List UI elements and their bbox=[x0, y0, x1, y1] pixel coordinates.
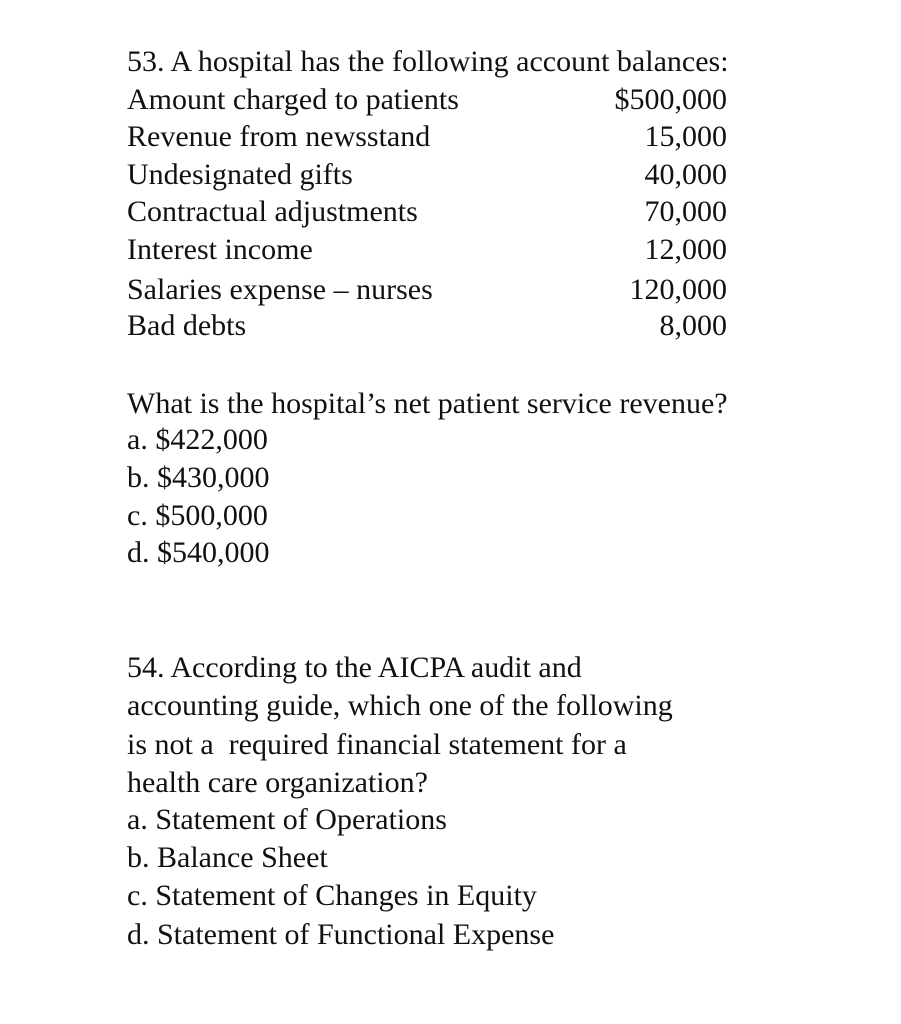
option-a: a. $422,000 bbox=[127, 423, 268, 456]
balance-label: Undesignated gifts bbox=[127, 158, 353, 191]
question-54-line: 54. According to the AICPA audit and bbox=[127, 651, 582, 684]
question-53-title: 53. A hospital has the following account balances: bbox=[127, 45, 729, 78]
balance-amount: 70,000 bbox=[644, 195, 727, 228]
balance-amount: 40,000 bbox=[644, 158, 727, 191]
option-d: d. $540,000 bbox=[127, 536, 270, 569]
balance-amount: $500,000 bbox=[614, 83, 727, 116]
question-54-line: health care organization? bbox=[127, 766, 428, 799]
option-d: d. Statement of Functional Expense bbox=[127, 918, 555, 951]
balance-label: Revenue from newsstand bbox=[127, 120, 431, 153]
option-c: c. $500,000 bbox=[127, 499, 268, 532]
option-c: c. Statement of Changes in Equity bbox=[127, 879, 537, 912]
balance-label: Bad debts bbox=[127, 309, 247, 342]
balance-amount: 15,000 bbox=[644, 120, 727, 153]
option-b: b. Balance Sheet bbox=[127, 841, 328, 874]
balance-amount: 120,000 bbox=[629, 273, 727, 306]
balance-amount: 12,000 bbox=[644, 233, 727, 266]
question-53-prompt: What is the hospital’s net patient service revenue? bbox=[127, 387, 728, 420]
balance-label: Interest income bbox=[127, 233, 313, 266]
question-54-line: accounting guide, which one of the following bbox=[127, 689, 673, 722]
option-b: b. $430,000 bbox=[127, 461, 270, 494]
balance-label: Contractual adjustments bbox=[127, 195, 418, 228]
option-a: a. Statement of Operations bbox=[127, 803, 447, 836]
balance-label: Amount charged to patients bbox=[127, 83, 459, 116]
question-54-line: is not a required financial statement for a bbox=[127, 728, 627, 761]
balance-amount: 8,000 bbox=[659, 309, 727, 342]
balance-label: Salaries expense – nurses bbox=[127, 273, 433, 306]
